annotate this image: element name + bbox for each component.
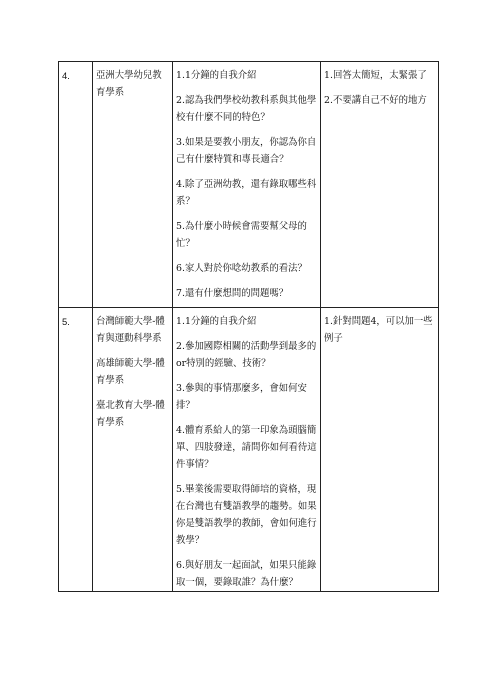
row-number: 5. bbox=[59, 308, 93, 592]
school-name: 高雄師範大學-體育學系 bbox=[96, 358, 165, 386]
notes-cell bbox=[321, 62, 439, 308]
questions-cell bbox=[173, 62, 321, 308]
notes-cell bbox=[321, 308, 439, 592]
question-item: 6.與好朋友一起面試，如果只能錄取一個，要錄取誰？為什麼？ bbox=[176, 560, 317, 588]
school-cell bbox=[93, 62, 173, 308]
school-name: 臺北教育大學-體育學系 bbox=[96, 400, 165, 428]
question-item: 2.參加國際相關的活動學到最多的or特別的經驗、技術？ bbox=[176, 341, 317, 369]
question-item: 1.1分鐘的自我介紹 bbox=[176, 70, 257, 81]
question-item: 5.為什麼小時候會需要幫父母的忙？ bbox=[176, 221, 307, 249]
question-item: 7.還有什麼想問的問題嗎？ bbox=[176, 288, 289, 299]
questions-cell bbox=[173, 308, 321, 592]
school-cell bbox=[93, 308, 173, 592]
table-row bbox=[59, 308, 439, 592]
note-item: 1.回答太簡短，太緊張了 bbox=[324, 70, 427, 81]
note-item: 2.不要講自己不好的地方 bbox=[324, 95, 427, 106]
question-item: 1.1分鐘的自我介紹 bbox=[176, 316, 257, 327]
row-number: 4. bbox=[59, 62, 93, 308]
school-name: 台灣師範大學-體育與運動科學系 bbox=[96, 316, 165, 344]
question-item: 3.參與的事情那麼多，會如何安排？ bbox=[176, 383, 307, 411]
school-name: 亞洲大學幼兒教育學系 bbox=[96, 70, 162, 98]
question-item: 3.如果是要教小朋友，你認為你自己有什麼特質和專長適合？ bbox=[176, 137, 317, 165]
interview-table bbox=[58, 61, 439, 592]
question-item: 5.畢業後需要取得師培的資格，現在台灣也有雙語教學的趨勢。如果你是雙語教學的教師，會如何進行教學？ bbox=[176, 484, 317, 546]
note-item: 1.針對問題4，可以加一些例子 bbox=[324, 316, 433, 344]
table-row bbox=[59, 62, 439, 308]
question-item: 4.體育系給人的第一印象為頭腦簡單、四肢發達，請問你如何看待這件事情？ bbox=[176, 425, 317, 470]
question-item: 4.除了亞洲幼教，還有錄取哪些科系？ bbox=[176, 179, 317, 207]
question-item: 2.認為我們學校幼教科系與其他學校有什麼不同的特色？ bbox=[176, 95, 317, 123]
question-item: 6.家人對於你唸幼教系的看法？ bbox=[176, 263, 307, 274]
